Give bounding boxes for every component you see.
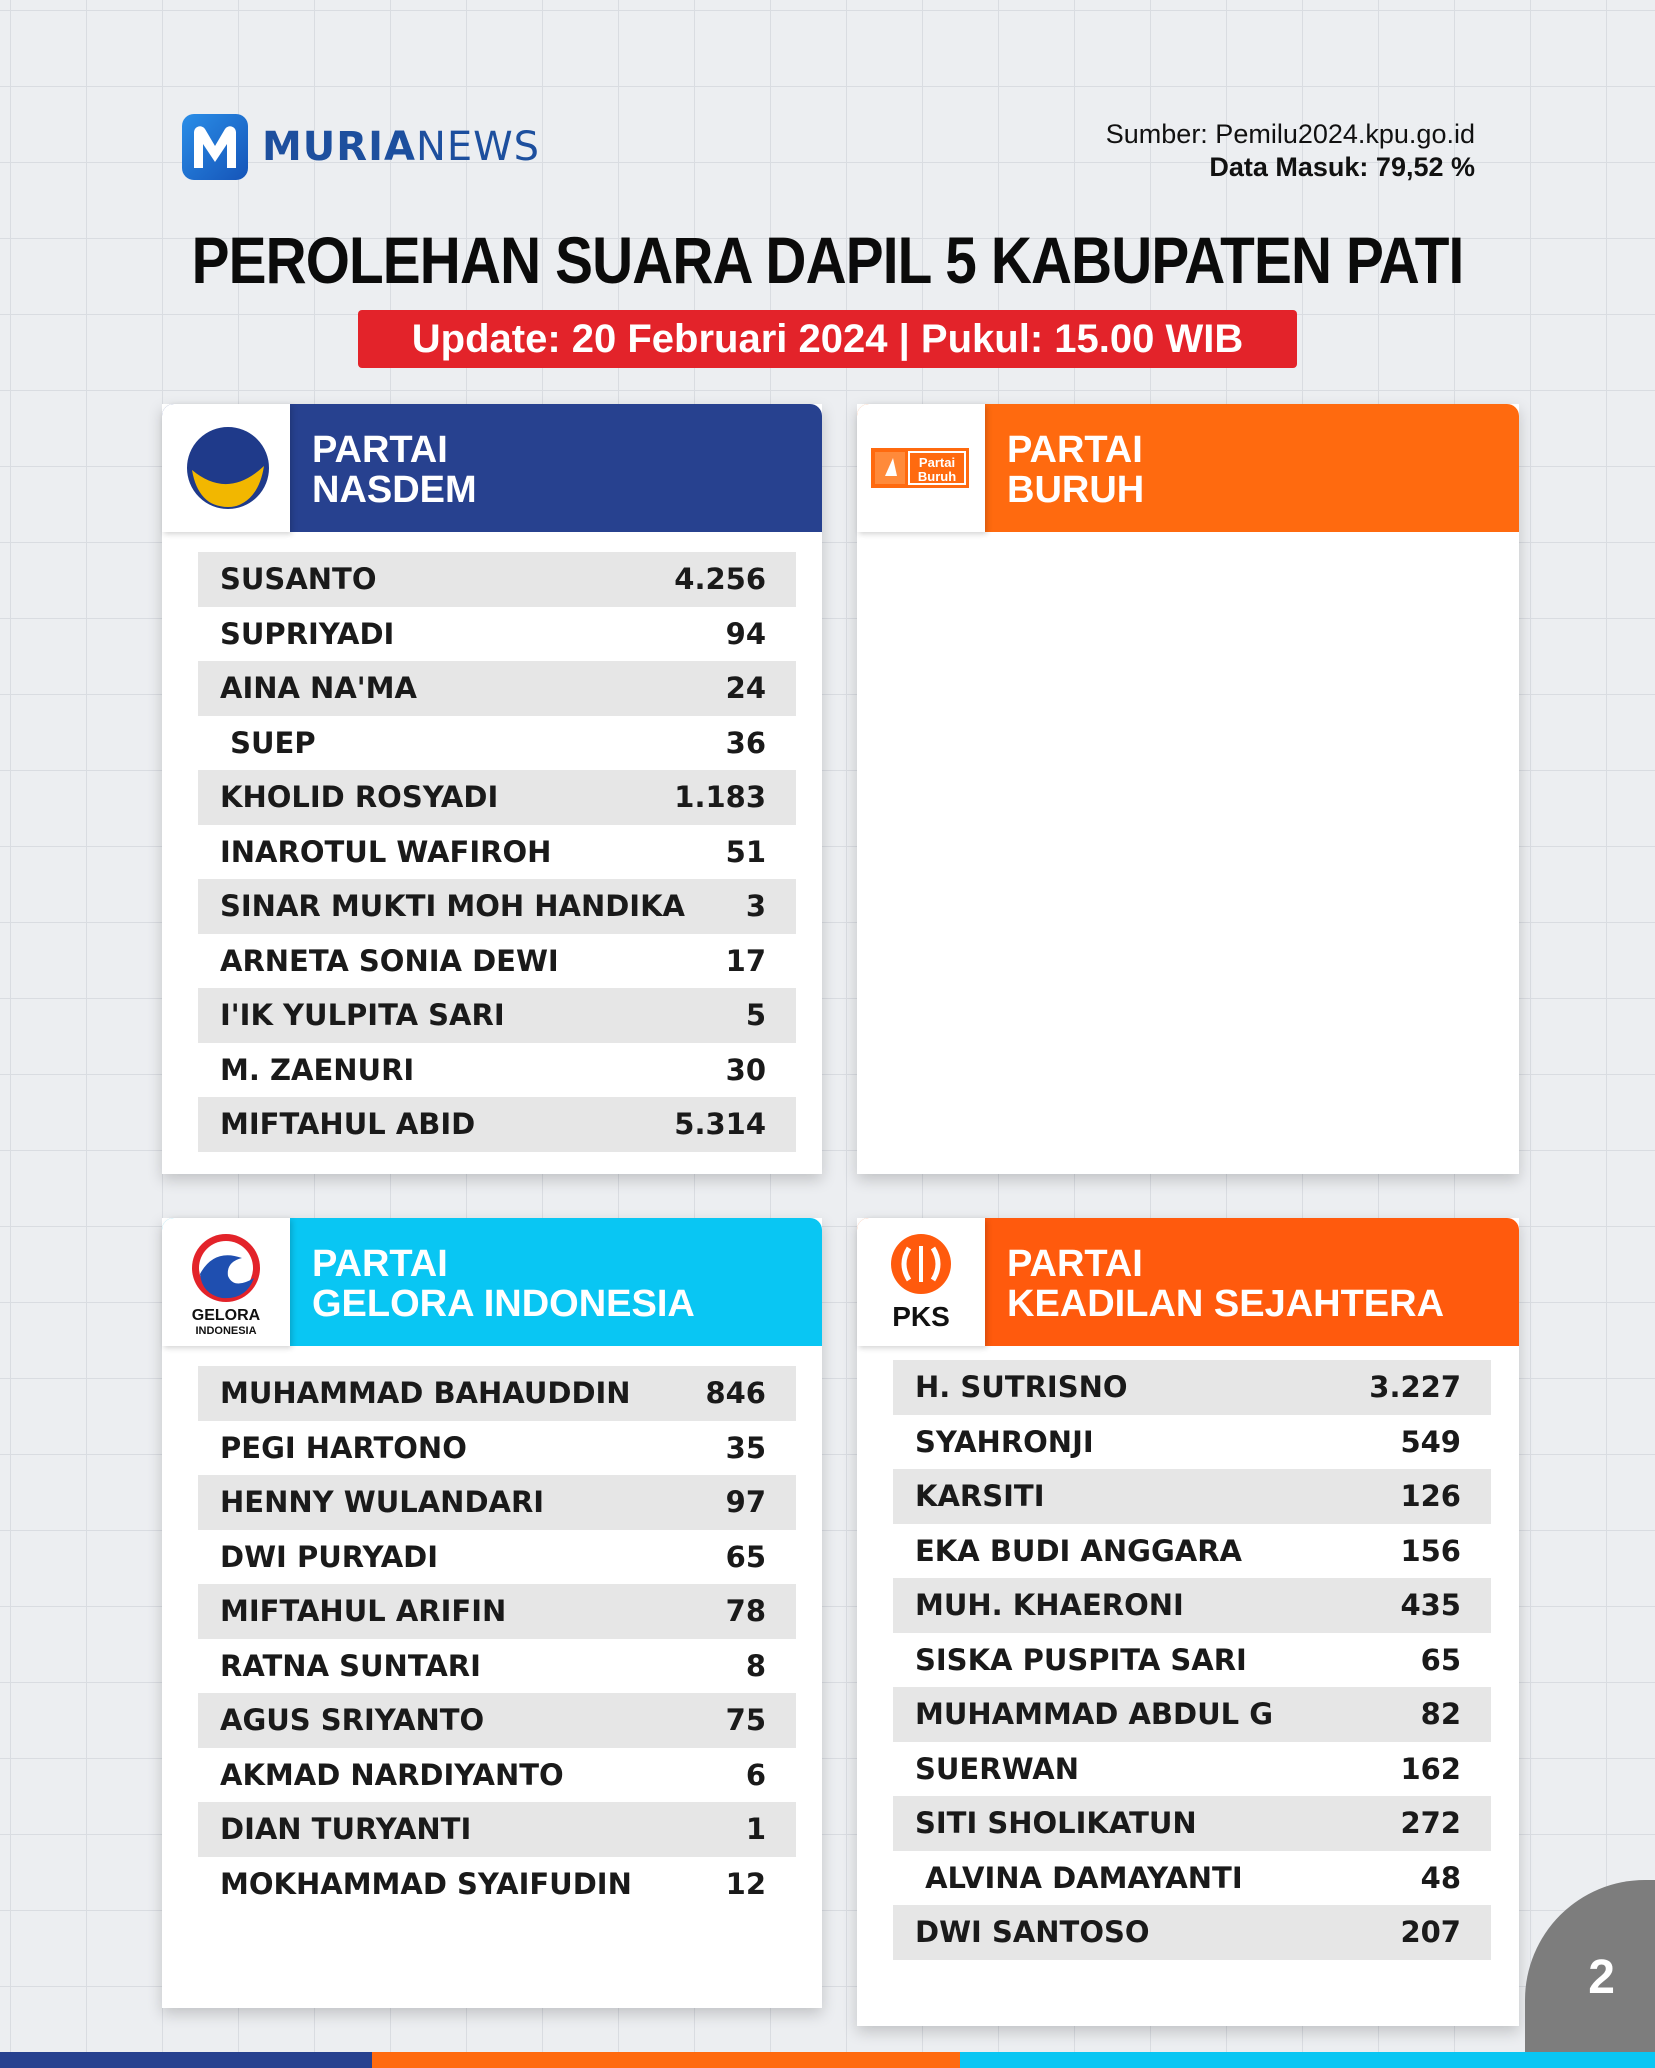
brand-name-bold: MURIA <box>262 124 416 170</box>
candidate-votes: 272 <box>1400 1806 1461 1841</box>
candidate-row <box>893 1796 1491 1851</box>
candidate-row <box>198 1421 796 1476</box>
card-title-line2: BURUH <box>1007 469 1145 511</box>
candidate-votes: 3.227 <box>1369 1370 1461 1405</box>
candidate-votes: 65 <box>725 1539 766 1574</box>
candidate-votes: 846 <box>705 1376 766 1411</box>
candidate-votes: 8 <box>745 1648 766 1683</box>
candidate-votes: 162 <box>1400 1751 1461 1786</box>
candidate-name: SITI SHOLIKATUN <box>915 1806 1197 1841</box>
candidate-votes: 435 <box>1400 1588 1461 1623</box>
candidate-row <box>893 1633 1491 1688</box>
candidate-votes: 12 <box>725 1866 766 1901</box>
card-title-line2: NASDEM <box>312 469 477 511</box>
card-title-line1: PARTAI <box>312 429 448 471</box>
page-number: 2 <box>1588 1951 1615 2004</box>
svg-text:INDONESIA: INDONESIA <box>195 1325 257 1337</box>
update-banner: Update: 20 Februari 2024 | Pukul: 15.00 WIB <box>358 310 1297 368</box>
candidate-list-pks <box>893 1360 1491 1960</box>
candidate-name: HENNY WULANDARI <box>220 1485 545 1520</box>
candidate-row <box>198 825 796 880</box>
nasdem-logo-icon <box>162 404 290 532</box>
candidate-name: SYAHRONJI <box>915 1424 1094 1459</box>
candidate-name: SUSANTO <box>220 562 377 597</box>
candidate-name: SUEP <box>220 725 316 760</box>
candidate-row <box>198 988 796 1043</box>
candidate-row <box>893 1742 1491 1797</box>
candidate-name: SUPRIYADI <box>220 616 395 651</box>
candidate-row <box>893 1524 1491 1579</box>
candidate-name: SISKA PUSPITA SARI <box>915 1642 1247 1677</box>
candidate-name: MUH. KHAERONI <box>915 1588 1184 1623</box>
candidate-name: MIFTAHUL ARIFIN <box>220 1594 507 1629</box>
card-nasdem <box>162 404 822 1174</box>
candidate-name: KARSITI <box>915 1479 1045 1514</box>
page-title: PEROLEHAN SUARA DAPIL 5 KABUPATEN PATI <box>191 223 1464 297</box>
candidate-list-nasdem <box>198 552 796 1152</box>
candidate-row <box>198 552 796 607</box>
card-header-buruh <box>857 404 1519 532</box>
partai-buruh-logo-icon <box>857 404 985 532</box>
candidate-name: H. SUTRISNO <box>915 1370 1128 1405</box>
candidate-row <box>198 607 796 662</box>
candidate-row <box>198 1693 796 1748</box>
candidate-votes: 4.256 <box>674 562 766 597</box>
candidate-row <box>198 934 796 989</box>
candidate-votes: 30 <box>725 1052 766 1087</box>
candidate-votes: 36 <box>725 725 766 760</box>
candidate-votes: 94 <box>725 616 766 651</box>
candidate-votes: 126 <box>1400 1479 1461 1514</box>
bottom-color-bar <box>0 2052 1655 2068</box>
candidate-name: M. ZAENURI <box>220 1052 415 1087</box>
candidate-row <box>198 1366 796 1421</box>
candidate-row <box>893 1905 1491 1960</box>
candidate-row <box>198 1584 796 1639</box>
candidate-name: DIAN TURYANTI <box>220 1812 472 1847</box>
candidate-votes: 5.314 <box>674 1107 766 1142</box>
candidate-votes: 24 <box>725 671 766 706</box>
candidate-name: ALVINA DAMAYANTI <box>915 1860 1243 1895</box>
candidate-votes: 82 <box>1420 1697 1461 1732</box>
card-header-gelora <box>162 1218 822 1346</box>
card-title-line2: KEADILAN SEJAHTERA <box>1007 1283 1445 1325</box>
muria-news-mark-icon <box>182 114 248 180</box>
candidate-name: AKMAD NARDIYANTO <box>220 1757 564 1792</box>
source-line: Sumber: Pemilu2024.kpu.go.id <box>1105 119 1475 149</box>
candidate-name: SINAR MUKTI MOH HANDIKA <box>220 889 686 924</box>
card-title-line2: GELORA INDONESIA <box>312 1283 695 1325</box>
pks-logo-icon <box>857 1218 985 1346</box>
candidate-row <box>198 1639 796 1694</box>
candidate-row <box>198 1748 796 1803</box>
brand-name <box>262 124 540 170</box>
data-masuk-line: Data Masuk: 79,52 % <box>1209 152 1475 182</box>
card-pks <box>857 1218 1519 2026</box>
candidate-row <box>198 770 796 825</box>
card-title-buruh <box>1007 430 1144 510</box>
svg-text:PKS: PKS <box>892 1301 950 1332</box>
card-header-nasdem <box>162 404 822 532</box>
candidate-name: KHOLID ROSYADI <box>220 780 499 815</box>
candidate-row <box>893 1360 1491 1415</box>
candidate-votes: 65 <box>1420 1642 1461 1677</box>
candidate-name: INAROTUL WAFIROH <box>220 834 552 869</box>
candidate-votes: 6 <box>745 1757 766 1792</box>
card-title-line1: PARTAI <box>1007 1243 1143 1285</box>
candidate-name: MOKHAMMAD SYAIFUDIN <box>220 1866 632 1901</box>
candidate-votes: 1 <box>745 1812 766 1847</box>
candidate-votes: 1.183 <box>674 780 766 815</box>
candidate-name: MUHAMMAD BAHAUDDIN <box>220 1376 631 1411</box>
card-title-gelora <box>312 1244 695 1324</box>
candidate-name: MIFTAHUL ABID <box>220 1107 476 1142</box>
candidate-row <box>198 1097 796 1152</box>
candidate-name: DWI SANTOSO <box>915 1915 1150 1950</box>
svg-text:Buruh: Buruh <box>917 469 957 484</box>
candidate-name: DWI PURYADI <box>220 1539 439 1574</box>
candidate-name: AGUS SRIYANTO <box>220 1703 485 1738</box>
candidate-name: EKA BUDI ANGGARA <box>915 1533 1242 1568</box>
candidate-name: ARNETA SONIA DEWI <box>220 943 559 978</box>
candidate-row <box>198 879 796 934</box>
candidate-row <box>198 661 796 716</box>
candidate-row <box>198 1802 796 1857</box>
svg-text:Partai: Partai <box>918 455 956 470</box>
candidate-votes: 207 <box>1400 1915 1461 1950</box>
candidate-row <box>198 716 796 771</box>
card-gelora <box>162 1218 822 2008</box>
candidate-votes: 5 <box>745 998 766 1033</box>
source-info <box>1106 118 1475 184</box>
candidate-name: AINA NA'MA <box>220 671 417 706</box>
candidate-votes: 51 <box>725 834 766 869</box>
candidate-row <box>893 1687 1491 1742</box>
candidate-row <box>198 1475 796 1530</box>
candidate-votes: 78 <box>725 1594 766 1629</box>
candidate-row <box>893 1851 1491 1906</box>
candidate-votes: 17 <box>725 943 766 978</box>
candidate-row <box>198 1530 796 1585</box>
candidate-row <box>893 1415 1491 1470</box>
brand-name-light: NEWS <box>415 124 541 170</box>
candidate-votes: 35 <box>725 1430 766 1465</box>
candidate-name: PEGI HARTONO <box>220 1430 467 1465</box>
card-title-line1: PARTAI <box>312 1243 448 1285</box>
candidate-list-gelora <box>198 1366 796 1911</box>
candidate-votes: 48 <box>1420 1860 1461 1895</box>
candidate-name: SUERWAN <box>915 1751 1079 1786</box>
candidate-votes: 549 <box>1400 1424 1461 1459</box>
candidate-row <box>893 1469 1491 1524</box>
candidate-row <box>198 1857 796 1912</box>
card-title-pks <box>1007 1244 1444 1324</box>
muria-news-logo <box>182 114 540 180</box>
card-title-nasdem <box>312 430 477 510</box>
candidate-votes: 75 <box>725 1703 766 1738</box>
card-buruh <box>857 404 1519 1174</box>
bottom-bar-segment <box>0 2052 372 2068</box>
candidate-votes: 156 <box>1400 1533 1461 1568</box>
svg-text:GELORA: GELORA <box>191 1307 261 1324</box>
candidate-name: I'IK YULPITA SARI <box>220 998 505 1033</box>
candidate-name: RATNA SUNTARI <box>220 1648 481 1683</box>
bottom-bar-segment <box>960 2052 1655 2068</box>
candidate-row <box>893 1578 1491 1633</box>
bottom-bar-segment <box>372 2052 960 2068</box>
candidate-row <box>198 1043 796 1098</box>
card-title-line1: PARTAI <box>1007 429 1143 471</box>
candidate-votes: 97 <box>725 1485 766 1520</box>
candidate-votes: 3 <box>745 889 766 924</box>
gelora-logo-icon <box>162 1218 290 1346</box>
card-header-pks <box>857 1218 1519 1346</box>
candidate-name: MUHAMMAD ABDUL G <box>915 1697 1273 1732</box>
